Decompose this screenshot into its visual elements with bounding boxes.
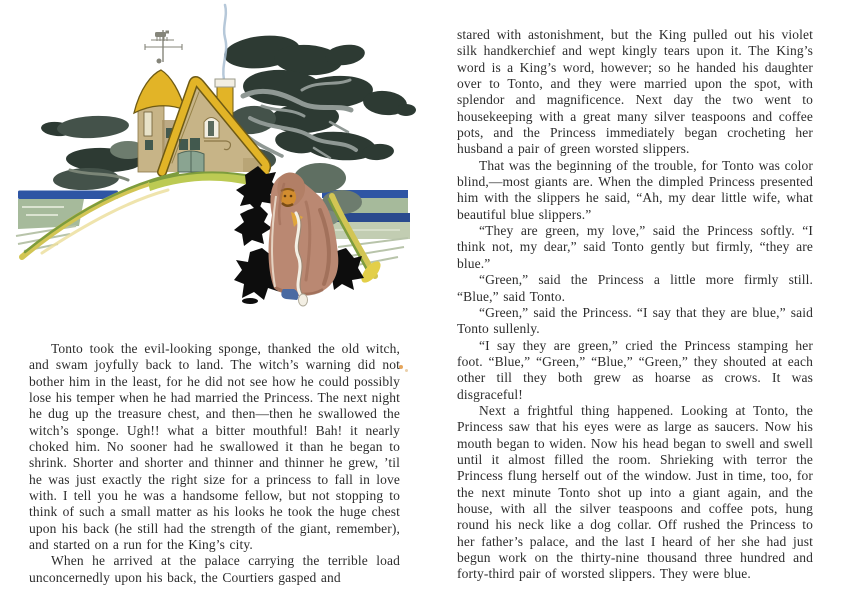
window-left-2 xyxy=(190,138,200,150)
tower-window xyxy=(144,112,152,136)
story-paragraph: When he arrived at the palace carrying the terrible load unconcernedly upon his back, the Courtiers gasped and xyxy=(29,553,400,585)
story-paragraph: “They are green, my love,” said the Princess softly. “I think not, my dear,” said Tonto gently but firmly, “they are blue.” xyxy=(457,223,813,271)
story-paragraph: Next a frightful thing happened. Looking at Tonto, the Princess saw that his eyes were as large as saucers. Now his mouth began to widen. Now his head began to swell and swell until it almost filled the room. Shrieking with terror the Princess flung herself out of the window. Just in time, too, for the next minute Tonto shot up into a giant again, and the house, with all the silver teaspoons and coffee pots, hung round his neck like a dog collar. Off rushed the Princess to her father’s palace, and the last I heard of her she had just begun work on the thirty-nine thousand three hundred and forty-third pair of worsted slippers. They were blue. xyxy=(457,402,813,582)
right-text-column xyxy=(457,27,813,605)
story-paragraph: That was the beginning of the trouble, for Tonto was color blind,—most giants are. When the dimpled Princess presented him with the slippers he said, “Ah, my dear little wife, what beautiful blue slippers.” xyxy=(457,157,813,222)
chimney-smoke xyxy=(223,5,226,80)
story-paragraph: “I say they are green,” cried the Princess stamping her foot. “Blue,” “Green,” “Blue,” “Green,” they shouted at each other till they both grew as hoarse as crows. It was disgraceful! xyxy=(457,337,813,402)
story-paragraph: “Green,” said the Princess. “I say that they are blue,” said Tonto sullenly. xyxy=(457,304,813,337)
story-paragraph: “Green,” said the Princess a little more firmly still. “Blue,” said Tonto. xyxy=(457,272,813,304)
gable-window-slit xyxy=(208,121,214,136)
figure-eye-left xyxy=(284,195,287,198)
sea-band-left xyxy=(18,191,118,200)
illustration xyxy=(0,0,420,335)
chimney-cap xyxy=(215,79,235,87)
staff-tip xyxy=(299,294,308,306)
figure-shoe xyxy=(281,289,298,300)
weathervane-icon xyxy=(145,30,182,64)
left-text-column xyxy=(29,341,400,608)
story-paragraph: stared with astonishment, but the King pulled out his violet silk handkerchief and wept kingly tears upon it. The King’s word is a King’s word, however; so he handed his daughter over to Tonto, and they were married upon the spot, with splendor and magnificence. Next day the two went to housekeeping with a great many silver teaspoons and coffee pots, and the Princess immediately began crocheting her husband a pair of green worsted slippers. xyxy=(457,27,813,157)
print-speck xyxy=(405,369,408,372)
figure-eye-right xyxy=(290,195,293,198)
story-paragraph: Tonto took the evil-looking sponge, thanked the old witch, and swam joyfully back to land. The witch’s warning did not bother him in the least, for he did not see how he could possibly lose his temper when he had married the Princess. The next night he dug up the treasure chest, and then—then he swallowed the witch’s sponge. Ugh!! what a bitter mouthful! Bah! it nearly choked him. No sooner had he swallowed it than he began to shrink. Shorter and shorter and thinner and thinner he grew, ’til he was just exactly the right size for a princess to fall in love with. I tell you he was a handsome fellow, but not stopping to think of such a small matter as his looks he took the huge chest upon his back (he still had the strength of the giant, remember), and started on a run for the King’s city. xyxy=(29,341,400,553)
tower-window-dark xyxy=(145,140,153,150)
